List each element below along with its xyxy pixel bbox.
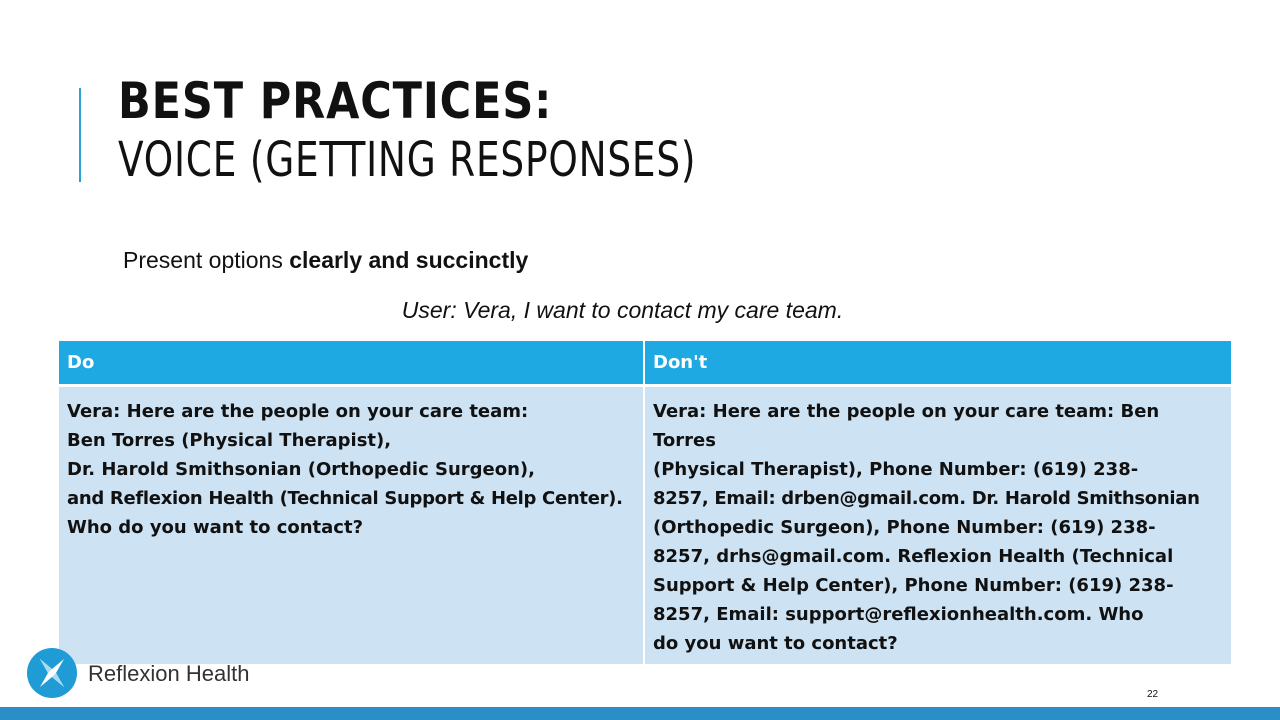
table-header-row	[59, 341, 1231, 386]
dont-line: (Orthopedic Surgeon), Phone Number: (619) 238-	[653, 517, 1156, 538]
title-line-2: VOICE (GETTING RESPONSES)	[118, 132, 697, 188]
table-row	[59, 386, 1231, 665]
dont-line: 8257, Email: drben@gmail.com. Dr. Harold Smithsonian	[653, 488, 1200, 509]
dont-line: (Physical Therapist), Phone Number: (619) 238-	[653, 459, 1139, 480]
do-line: Dr. Harold Smithsonian (Orthopedic Surgeon),	[67, 459, 535, 480]
header-dont: Don't	[644, 341, 1231, 386]
dont-line: Vera: Here are the people on your care team: Ben Torres	[653, 401, 1160, 451]
do-line: Ben Torres (Physical Therapist),	[67, 430, 392, 451]
dont-line: 8257, drhs@gmail.com. Reflexion Health (Technical	[653, 546, 1174, 567]
comparison-table	[59, 341, 1231, 664]
do-line: Who do you want to contact?	[67, 517, 364, 538]
user-utterance: User: Vera, I want to contact my care team.	[401, 297, 844, 323]
reflexion-logo-icon	[26, 647, 78, 699]
dont-line: 8257, Email: support@reflexionhealth.com. Who	[653, 604, 1144, 625]
subtitle	[123, 247, 528, 274]
dont-line: do you want to contact?	[653, 633, 898, 654]
title-line-1: BEST PRACTICES:	[118, 72, 553, 130]
bottom-bar	[0, 707, 1280, 720]
do-line: and Reflexion Health (Technical Support & Help Center).	[67, 488, 623, 509]
dont-cell	[644, 386, 1231, 665]
dont-line: Support & Help Center), Phone Number: (619) 238-	[653, 575, 1174, 596]
slide-title	[118, 72, 859, 188]
subtitle-bold: clearly and succinctly	[289, 247, 529, 273]
header-do: Do	[59, 341, 644, 386]
title-accent-line	[79, 88, 81, 182]
subtitle-plain: Present options	[123, 247, 290, 273]
page-number: 22	[1147, 689, 1159, 700]
logo-text: Reflexion Health	[88, 661, 250, 686]
do-cell	[59, 386, 644, 665]
do-line: Vera: Here are the people on your care team:	[67, 401, 529, 422]
